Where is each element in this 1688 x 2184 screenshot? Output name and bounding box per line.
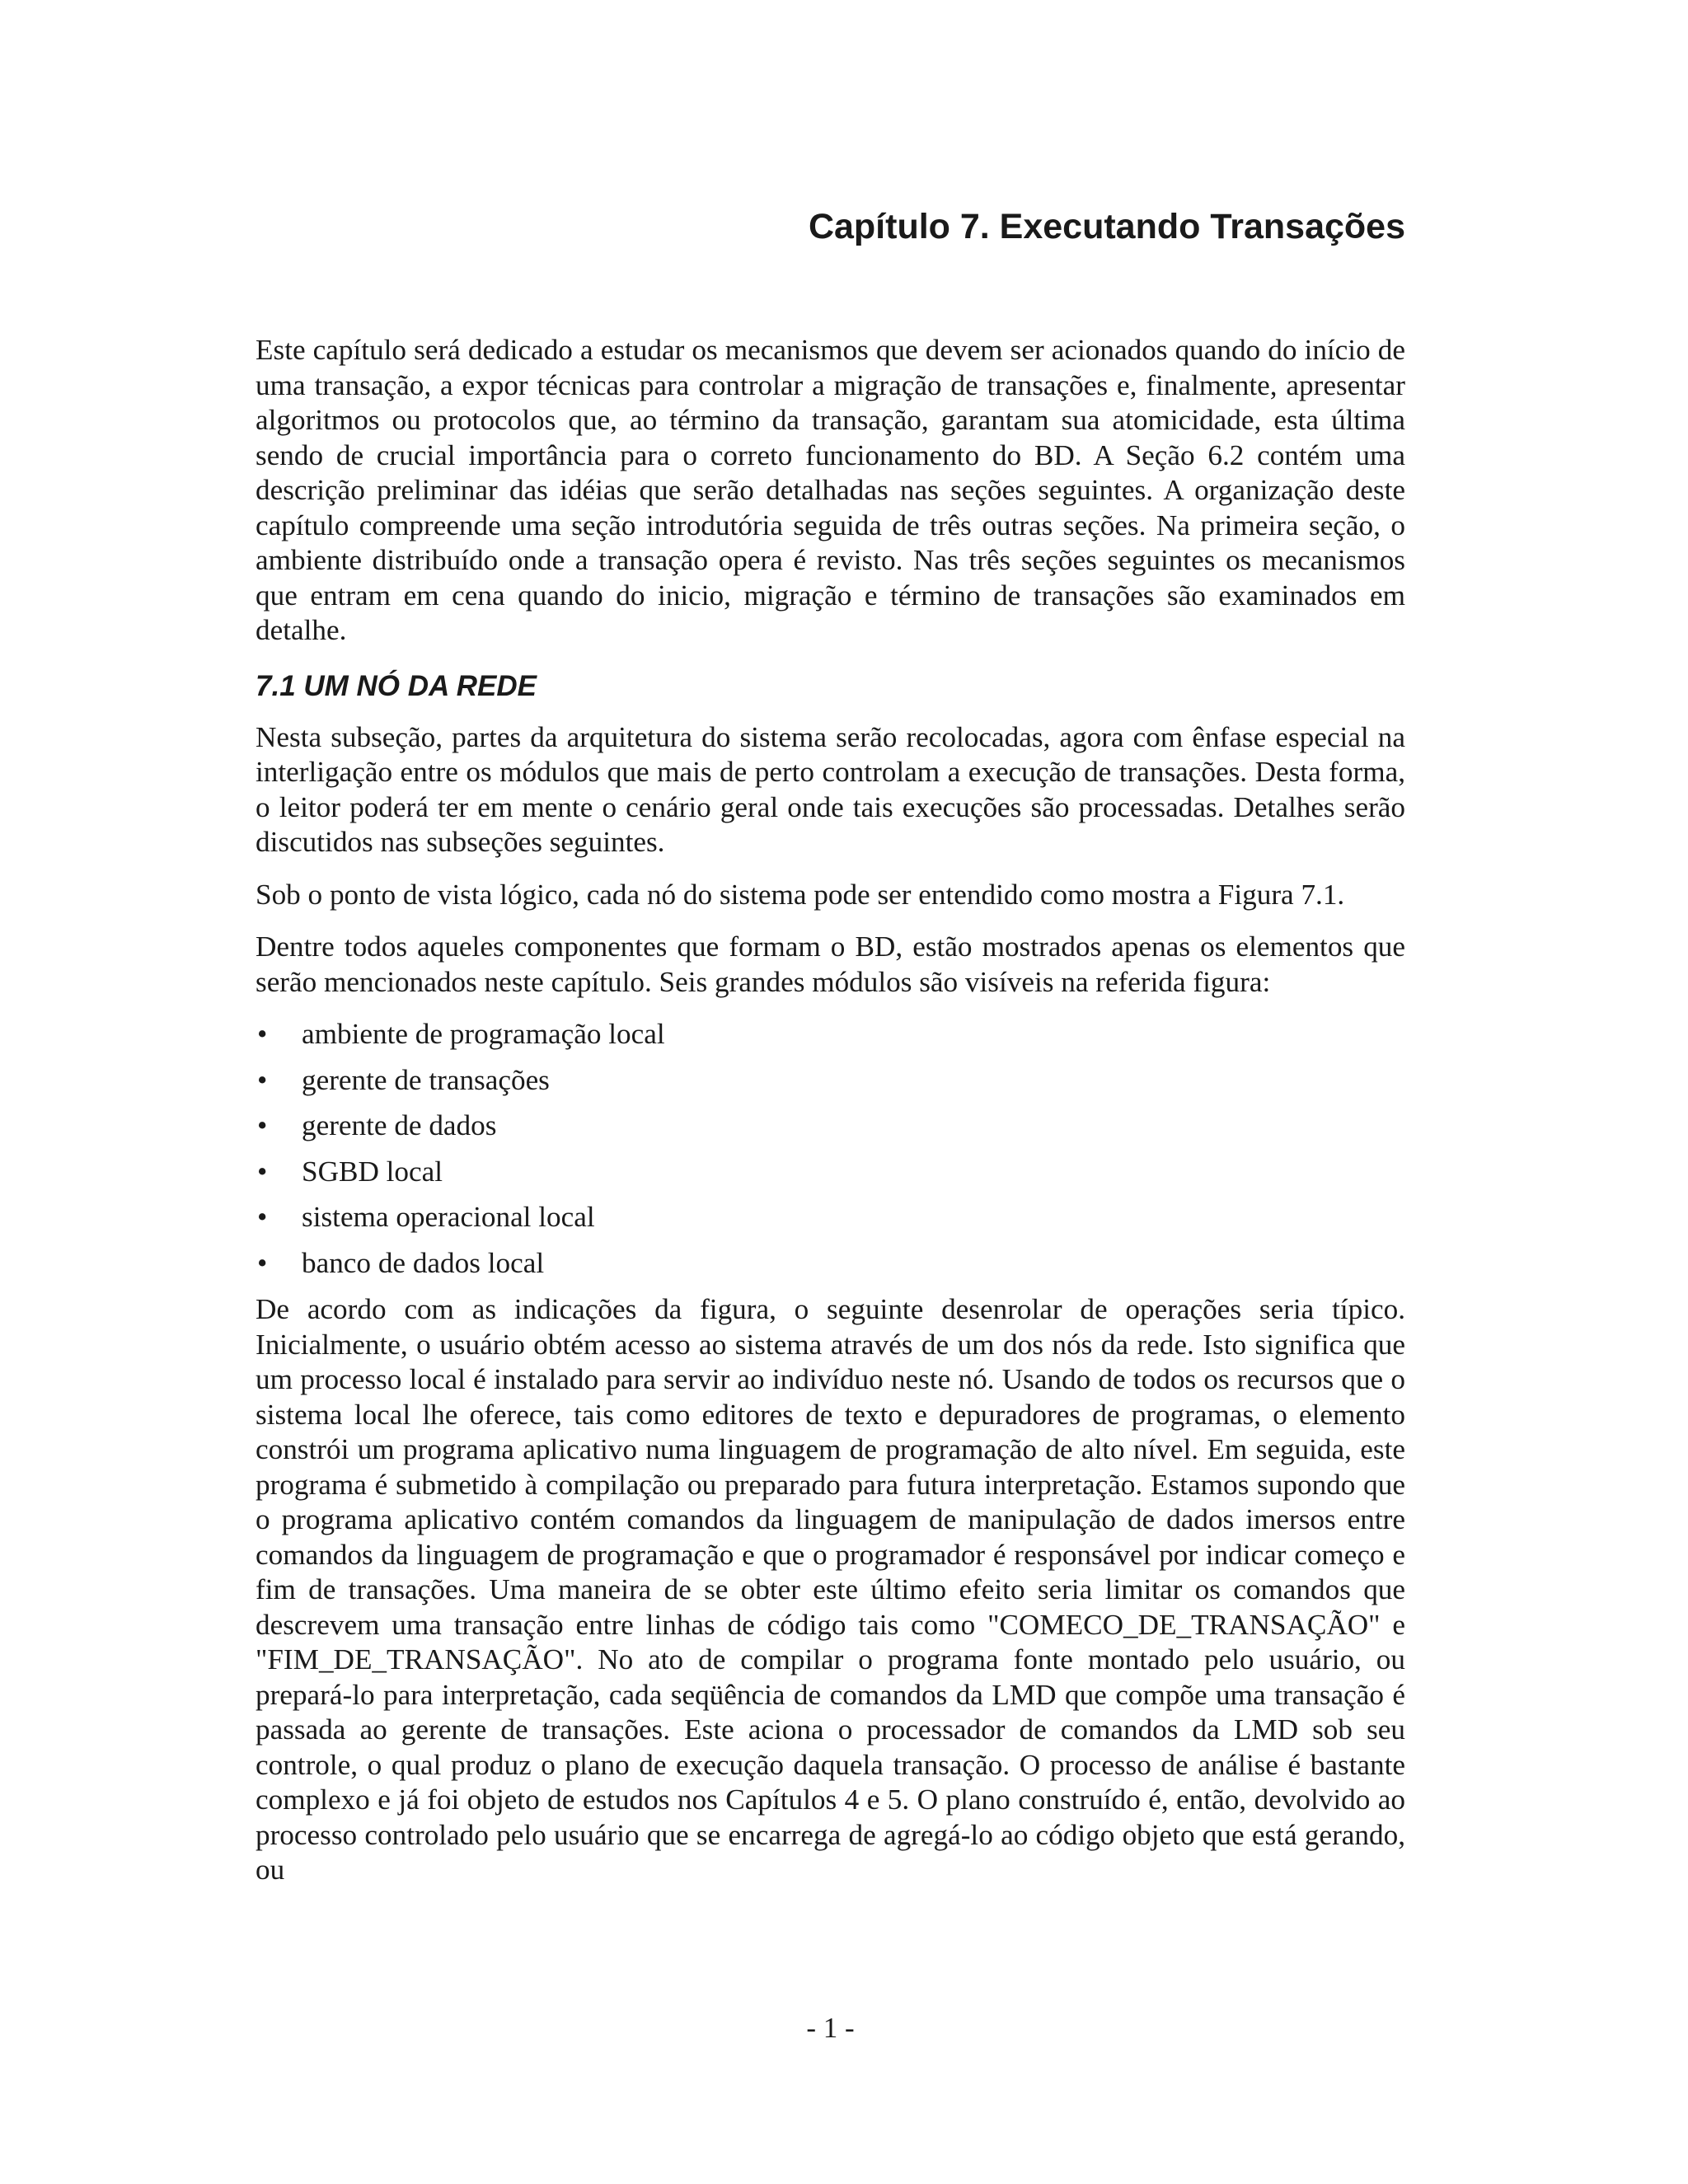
closing-paragraph: De acordo com as indicações da figura, o seguinte desenrolar de operações seria típico. Inicialmente, o usuário obtém acesso ao sistema através de um dos nós da rede. Isto significa que um processo local é instalado para servir ao indivíduo neste nó. Usando de todos os recursos que o sistema local lhe oferece, tais como editores de texto e depuradores de programas, o elemento constrói um programa aplicativo numa linguagem de programação de alto nível. Em seguida, este programa é submetido à compilação ou preparado para futura interpretação. Estamos supondo que o programa aplicativo contém comandos da linguagem de manipulação de dados imersos entre comandos da linguagem de programação e que o programador é responsável por indicar começo e fim de transações. Uma maneira de se obter este último efeito seria limitar os comandos que descrevem uma transação entre linhas de código tais como "COMECO_DE_TRANSAÇÃO" e "FIM_DE_TRANSAÇÃO". No ato de compilar o programa fonte montado pelo usuário, ou prepará-lo para interpretação, cada seqüência de comandos da LMD que compõe uma transação é passada ao gerente de transações. Este aciona o processador de comandos da LMD sob seu controle, o qual produz o plano de execução daquela transação. O processo de análise é bastante complexo e já foi objeto de estudos nos Capítulos 4 e 5. O plano construído é, então, devolvido ao processo controlado pelo usuário que se encarrega de agregá-lo ao código objeto que está gerando, ou bbox=[256, 1293, 1405, 1886]
page-number: - 1 - bbox=[806, 2012, 855, 2044]
list-item bbox=[256, 1017, 1405, 1052]
module-list bbox=[256, 1017, 1405, 1281]
bullet-icon: • bbox=[257, 1018, 268, 1050]
list-item-text: sistema operacional local bbox=[302, 1201, 595, 1233]
section-paragraph-2: Sob o ponto de vista lógico, cada nó do sistema pode ser entendido como mostra a Figura 7.1. bbox=[256, 878, 1345, 911]
chapter-title: Capítulo 7. Executando Transações bbox=[808, 207, 1405, 246]
document-body bbox=[256, 333, 1405, 1905]
section-paragraph-3: Dentre todos aqueles componentes que formam o BD, estão mostrados apenas os elementos que serão mencionados neste capítulo. Seis grandes módulos são visíveis na referida figura: bbox=[256, 930, 1405, 998]
list-item-text: banco de dados local bbox=[302, 1246, 545, 1279]
bullet-icon: • bbox=[257, 1201, 268, 1233]
list-item bbox=[256, 1108, 1405, 1144]
bullet-icon: • bbox=[257, 1246, 268, 1279]
list-item bbox=[256, 1155, 1405, 1190]
bullet-icon: • bbox=[257, 1109, 268, 1141]
bullet-icon: • bbox=[257, 1155, 268, 1188]
section-paragraph-1: Nesta subseção, partes da arquitetura do sistema serão recolocadas, agora com ênfase especial na interligação entre os módulos que mais de perto controlam a execução de transações. Desta forma, o leitor poderá ter em mente o cenário geral onde tais execuções são processadas. Detalhes serão discutidos nas subseções seguintes. bbox=[256, 720, 1405, 858]
bullet-icon: • bbox=[257, 1063, 268, 1096]
list-item bbox=[256, 1063, 1405, 1099]
list-item-text: gerente de transações bbox=[302, 1063, 550, 1096]
list-item-text: ambiente de programação local bbox=[302, 1018, 665, 1050]
document-page bbox=[256, 0, 1405, 2184]
list-item bbox=[256, 1200, 1405, 1235]
list-item-text: SGBD local bbox=[302, 1155, 443, 1188]
section-heading: 7.1 UM NÓ DA REDE bbox=[256, 669, 537, 702]
list-item bbox=[256, 1246, 1405, 1282]
list-item-text: gerente de dados bbox=[302, 1109, 497, 1141]
intro-paragraph: Este capítulo será dedicado a estudar os mecanismos que devem ser acionados quando do início de uma transação, a expor técnicas para controlar a migração de transações e, finalmente, apresentar algoritmos ou protocolos que, ao término da transação, garantam sua atomicidade, esta última sendo de crucial importância para o correto funcionamento do BD. A Seção 6.2 contém uma descrição preliminar das idéias que serão detalhadas nas seções seguintes. A organização deste capítulo compreende uma seção introdutória seguida de três outras seções. Na primeira seção, o ambiente distribuído onde a transação opera é revisto. Nas três seções seguintes os mecanismos que entram em cena quando do inicio, migração e término de transações são examinados em detalhe. bbox=[256, 334, 1405, 646]
